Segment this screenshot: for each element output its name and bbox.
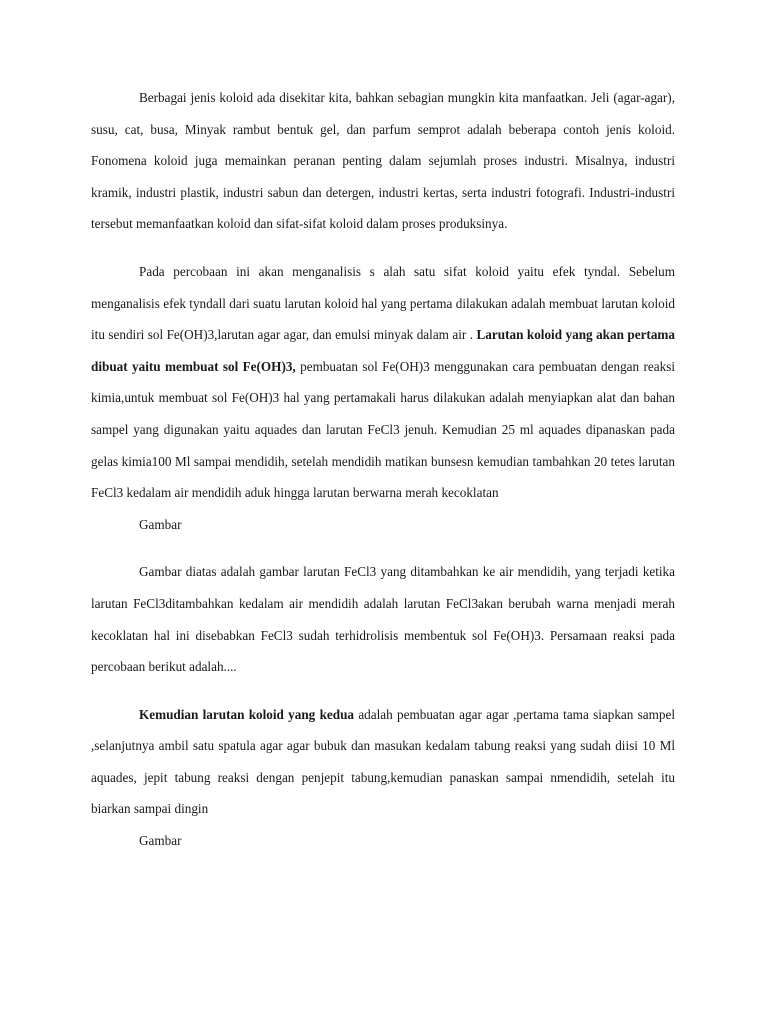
paragraph-agar-bold: Kemudian larutan koloid yang kedua bbox=[139, 706, 355, 722]
document-body bbox=[91, 82, 675, 857]
paragraph-tyndall-bold: Larutan koloid yang akan pertama dibuat yaitu membuat sol Fe(OH)3, bbox=[91, 327, 675, 374]
paragraph-fecl3 bbox=[91, 556, 675, 682]
figure-label-1: Gambar bbox=[139, 516, 182, 532]
paragraph-intro bbox=[91, 82, 675, 240]
paragraph-tyndall bbox=[91, 256, 675, 509]
paragraph-tyndall-text-b: pembuatan sol Fe(OH)3 menggunakan cara pembuatan dengan reaksi kimia,untuk membuat sol Fe(OH)3 hal yang pertamakali harus dilakukan adalah menyiapkan alat dan bahan sampel yang digunakan yaitu aquades dan larutan FeCl3 jenuh. Kemudian 25 ml aquades dipanaskan pada gelas kimia100 Ml sampai mendidih, setelah mendidih matikan bunsesn kemudian tambahkan 20 tetes larutan FeCl3 kedalam air mendidih aduk hingga larutan berwarna merah kecoklatan bbox=[91, 358, 675, 501]
paragraph-agar bbox=[91, 699, 675, 825]
figure-label-2: Gambar bbox=[139, 833, 182, 849]
paragraph-intro-text: Berbagai jenis koloid ada disekitar kita, bahkan sebagian mungkin kita manfaatkan. Jeli (agar-agar), susu, cat, busa, Minyak rambut bentuk gel, dan parfum semprot adalah beberapa contoh jenis koloid. Fonomena koloid juga memainkan peranan penting dalam sejumlah proses industri. Misalnya, industri kramik, industri plastik, industri sabun dan detergen, industri kertas, serta industri fotografi. Industri-industri tersebut memanfaatkan koloid dan sifat-sifat koloid dalam proses produksinya. bbox=[91, 90, 675, 232]
paragraph-tyndall-text-a: Pada percobaan ini akan menganalisis s alah satu sifat koloid yaitu efek tyndal. Sebelum menganalisis efek tyndall dari suatu larutan koloid hal yang pertama dilakukan adalah membuat larutan koloid itu sendiri sol Fe(OH)3,larutan agar agar, dan emulsi minyak dalam air . bbox=[91, 263, 675, 343]
paragraph-agar-text: adalah pembuatan agar agar ,pertama tama siapkan sampel ,selanjutnya ambil satu spatula agar agar bubuk dan masukan kedalam tabung reaksi yang sudah diisi 10 Ml aquades, jepit tabung reaksi dengan penjepit tabung,kemudian panaskan sampai nmendidih, setelah itu biarkan sampai dingin bbox=[91, 706, 676, 817]
paragraph-fecl3-text: Gambar diatas adalah gambar larutan FeCl3 yang ditambahkan ke air mendidih, yang terjadi ketika larutan FeCl3ditambahkan kedalam air mendidih adalah larutan FeCl3akan berubah warna menjadi merah kecoklatan hal ini disebabkan FeCl3 sudah terhidrolisis membentuk sol Fe(OH)3. Persamaan reaksi pada percobaan berikut adalah.... bbox=[91, 564, 675, 675]
